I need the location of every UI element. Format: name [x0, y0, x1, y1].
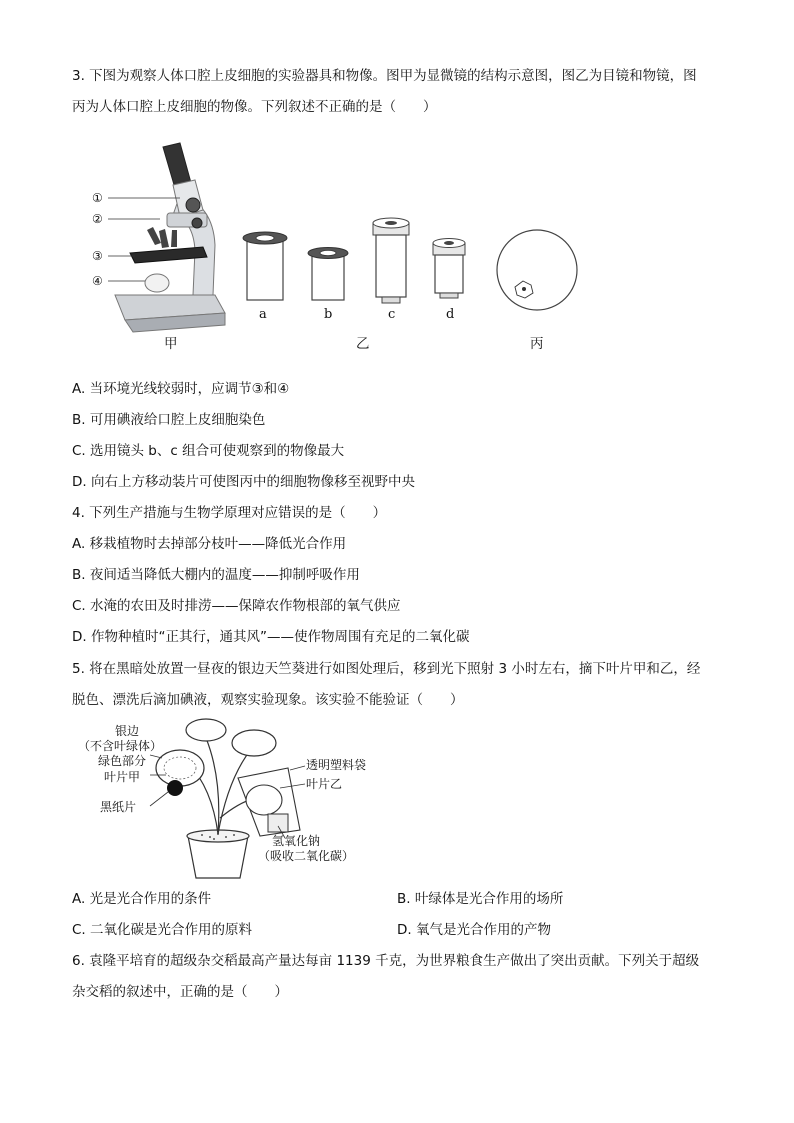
caption-jia: 甲: [164, 336, 178, 352]
lens-label-a: a: [259, 307, 267, 322]
q3-option-b: B. 可用碘液给口腔上皮细胞染色: [72, 412, 266, 428]
q4-stem: 4. 下列生产措施与生物学原理对应错误的是（ ）: [72, 505, 387, 521]
plant-label-no-chloroplast: （不含叶绿体）: [78, 739, 163, 753]
q5-option-d: D. 氧气是光合作用的产物: [397, 922, 551, 938]
plant-label-green-part: 绿色部分: [98, 754, 147, 768]
plant-label-naoh: 氢氧化钠: [272, 834, 321, 848]
lens-label-b: b: [324, 307, 333, 322]
plant-label-plastic-bag: 透明塑料袋: [306, 758, 367, 772]
plant-label-leaf-yi: 叶片乙: [306, 777, 343, 791]
q4-option-b: B. 夜间适当降低大棚内的温度——抑制呼吸作用: [72, 567, 360, 583]
field-of-view-circle: [497, 230, 577, 310]
q5-option-c: C. 二氧化碳是光合作用的原料: [72, 922, 253, 938]
eyepiece-a: [243, 232, 287, 300]
q3-stem-line2: 丙为人体口腔上皮细胞的物像。下列叙述不正确的是（ ）: [72, 99, 437, 115]
q3-option-d: D. 向右上方移动装片可使图丙中的细胞物像移至视野中央: [72, 474, 415, 490]
q3-option-a: A. 当环境光线较弱时，应调节③和④: [72, 381, 290, 397]
q3-figure: [85, 135, 605, 360]
plant-label-absorb-co2: （吸收二氧化碳）: [258, 849, 355, 863]
plant-label-silver-edge: 银边: [115, 724, 140, 738]
marker-1: ①: [92, 191, 103, 205]
q3-stem-line1: 3. 下图为观察人体口腔上皮细胞的实验器具和物像。图甲为显微镜的结构示意图，图乙为目镜和物镜，图: [72, 68, 697, 84]
q6-stem-line2: 杂交稻的叙述中，正确的是（ ）: [72, 984, 288, 1000]
caption-bing: 丙: [530, 336, 544, 352]
q4-option-d: D. 作物种植时“正其行，通其风”——使作物周围有充足的二氧化碳: [72, 629, 470, 645]
q5-option-a: A. 光是光合作用的条件: [72, 891, 212, 907]
eyepiece-b: [308, 248, 348, 301]
q4-option-c: C. 水淹的农田及时排涝——保障农作物根部的氧气供应: [72, 598, 401, 614]
plant-label-black-paper: 黑纸片: [100, 800, 137, 814]
lens-label-c: c: [388, 307, 396, 322]
marker-2: ②: [92, 212, 103, 226]
marker-3: ③: [92, 249, 103, 263]
q4-option-a: A. 移栽植物时去掉部分枝叶——降低光合作用: [72, 536, 347, 552]
plant-label-leaf-jia: 叶片甲: [104, 770, 141, 784]
q6-stem-line1: 6. 袁隆平培育的超级杂交稻最高产量达每亩 1139 千克，为世界粮食生产做出了突出贡献。下列关于超级: [72, 953, 700, 969]
q5-stem-line2: 脱色、漂洗后滴加碘液，观察实验现象。该实验不能验证（ ）: [72, 692, 464, 708]
caption-yi: 乙: [356, 336, 370, 352]
q3-option-c: C. 选用镜头 b、c 组合可使观察到的物像最大: [72, 443, 345, 459]
lens-label-d: d: [446, 307, 455, 322]
q5-stem-line1: 5. 将在黑暗处放置一昼夜的银边天竺葵进行如图处理后，移到光下照射 3 小时左右，摘下叶片甲和乙，经: [72, 661, 701, 677]
objective-c: [373, 218, 409, 303]
marker-4: ④: [92, 274, 103, 288]
q5-option-b: B. 叶绿体是光合作用的场所: [397, 891, 564, 907]
microscope-drawing: [108, 143, 225, 332]
objective-d: [433, 239, 465, 299]
